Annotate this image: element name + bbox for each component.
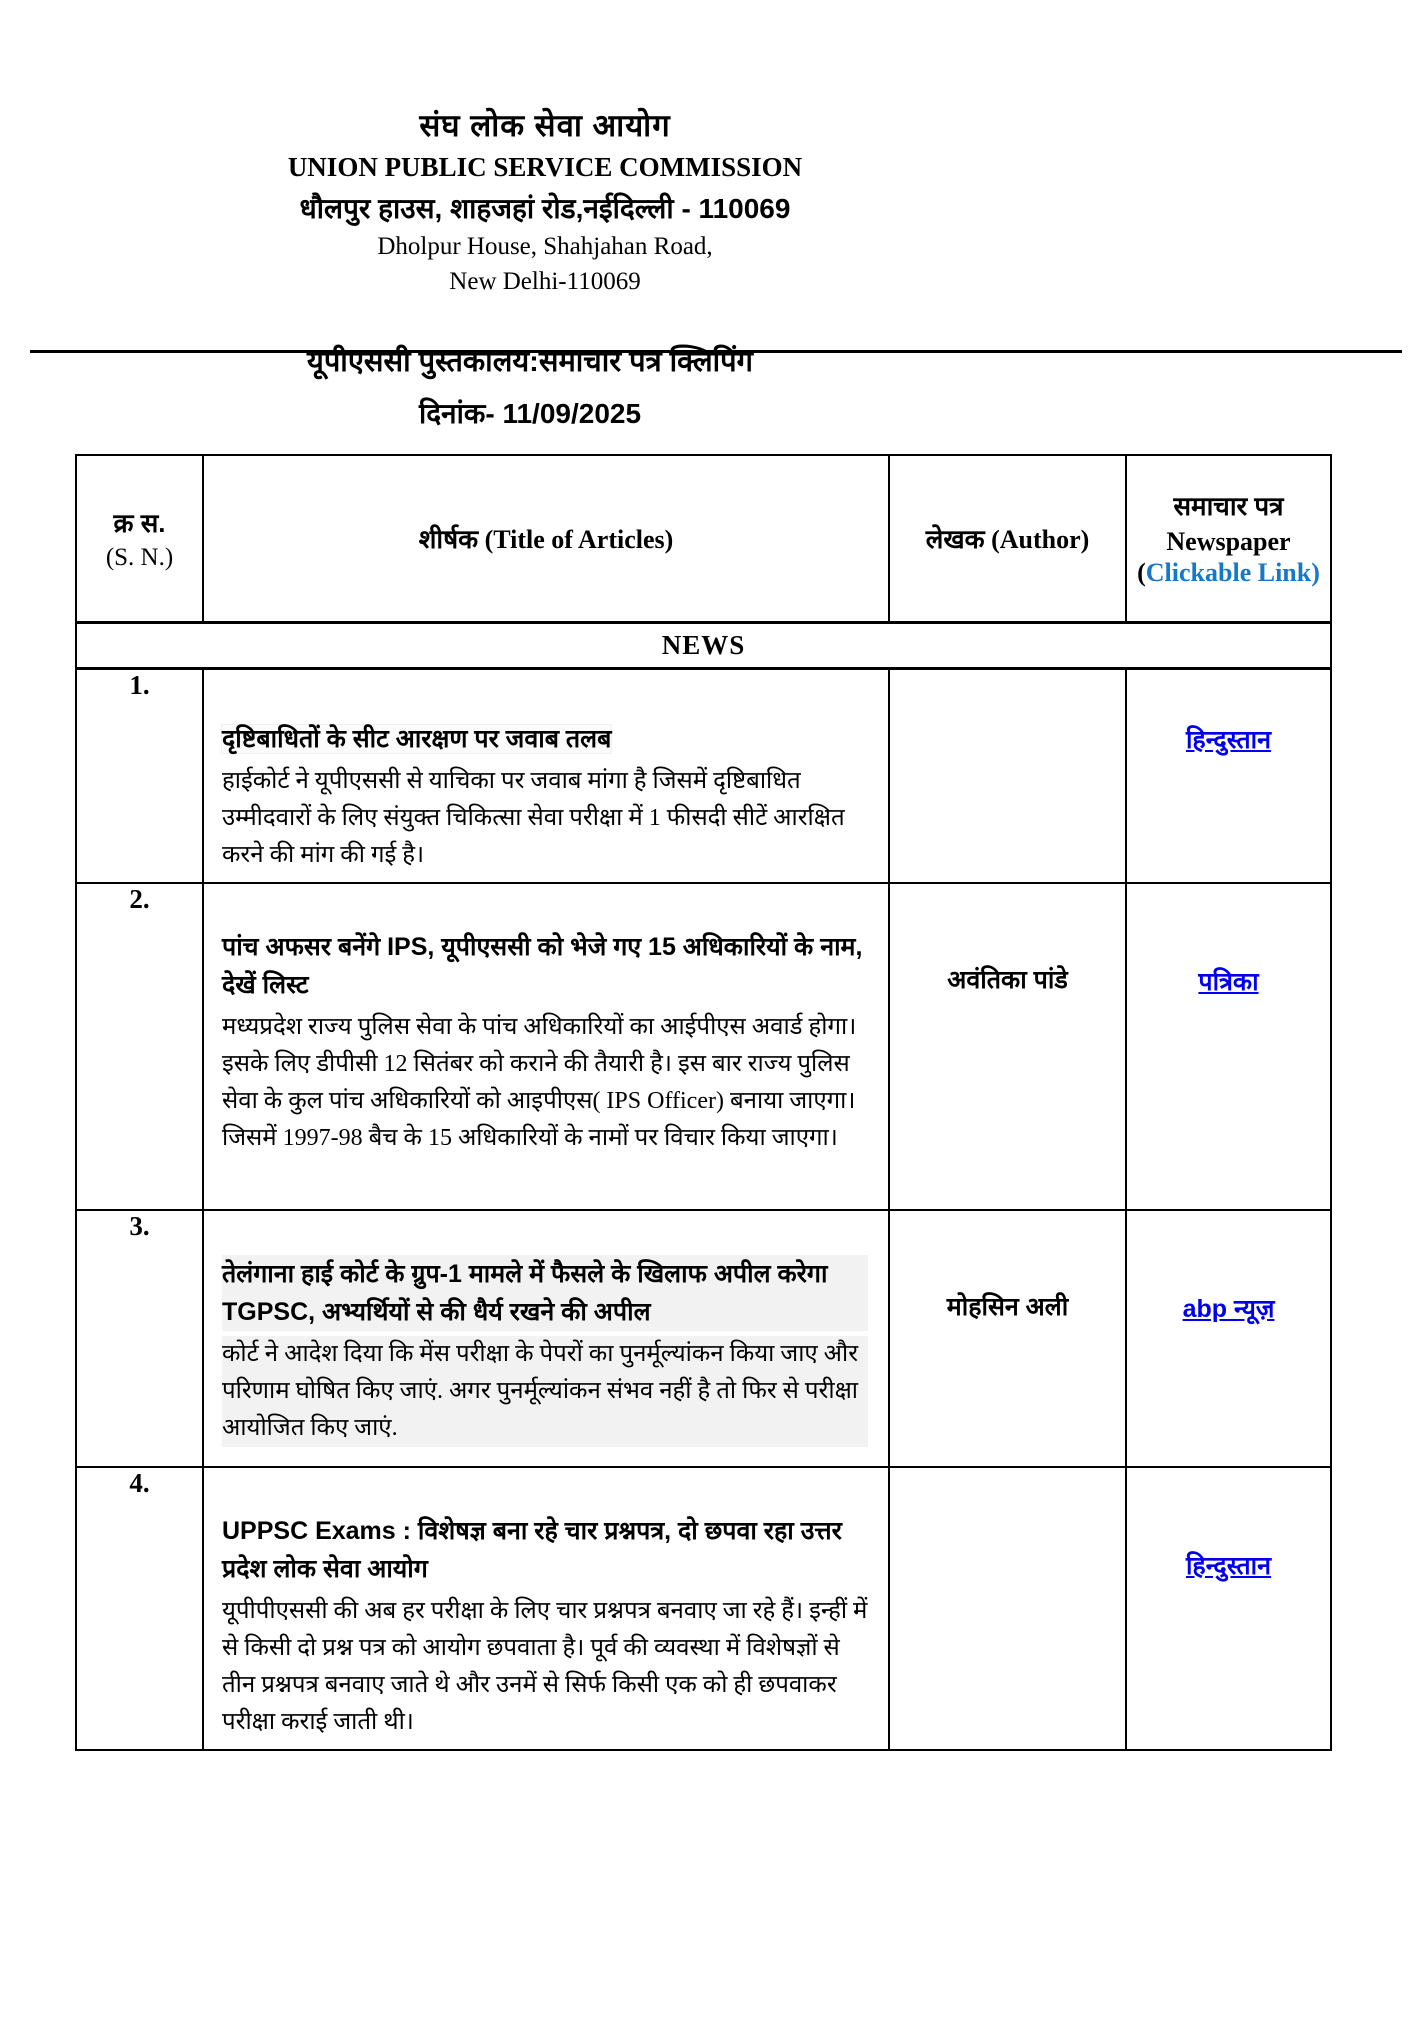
header-newspaper-english: Newspaper <box>1166 527 1291 557</box>
org-name-hindi: संघ लोक सेवा आयोग <box>419 108 671 143</box>
article-cell <box>203 668 889 883</box>
document-subheader <box>0 341 1060 432</box>
article-summary: यूपीपीएससी की अब हर परीक्षा के लिए चार प्रश्नपत्र बनवाए जा रहे हैं। इन्हीं में से किसी दो प्रश्न पत्र को आयोग छपवाता है। पूर्व की व्यवस्था में विशेषज्ञों से तीन प्रश्नपत्र बनवाए जाते थे और उनमें से सिर्फ किसी एक को ही छपवाकर परीक्षा कराई जाती थी। <box>222 1597 868 1735</box>
article-cell <box>203 1467 889 1750</box>
header-serial-number <box>76 455 203 622</box>
newspaper-link[interactable]: हिन्दुस्तान <box>1185 1551 1272 1580</box>
article-cell <box>203 1210 889 1467</box>
address-english-line2: New Delhi-110069 <box>449 268 641 295</box>
article-title: पांच अफसर बनेंगे IPS, यूपीएससी को भेजे गए 15 अधिकारियों के नाम, देखें लिस्ट <box>222 932 863 999</box>
newspaper-link[interactable]: हिन्दुस्तान <box>1185 725 1272 754</box>
header-article-title-hindi: शीर्षक <box>418 524 479 555</box>
header-author <box>889 455 1126 622</box>
table-header-row <box>76 455 1331 622</box>
article-cell <box>203 883 889 1210</box>
newspaper-cell <box>1126 668 1331 883</box>
article-summary: मध्यप्रदेश राज्य पुलिस सेवा के पांच अधिकारियों का आईपीएस अवार्ड होगा। इसके लिए डीपीसी 12 सितंबर को कराने की तैयारी है। इस बार राज्य पुलिस सेवा के कुल पांच अधिकारियों को आइपीएस( IPS Officer) बनाया जाएगा। जिसमें 1997-98 बैच के 15 अधिकारियों के नामों पर विचार किया जाएगा। <box>222 1013 857 1151</box>
article-title: UPPSC Exams : विशेषज्ञ बना रहे चार प्रश्नपत्र, दो छपवा रहा उत्तर प्रदेश लोक सेवा आयोग <box>222 1516 842 1583</box>
document-date: दिनांक- 11/09/2025 <box>418 398 642 429</box>
header-newspaper-note <box>1127 557 1330 589</box>
newspaper-cell <box>1126 1210 1331 1467</box>
header-divider <box>30 350 1402 353</box>
news-clippings-table <box>75 454 1332 1751</box>
row-serial-number: 4. <box>76 1467 203 1750</box>
article-author: अवंतिका पांडे <box>889 883 1126 1210</box>
newspaper-link[interactable]: पत्रिका <box>1198 967 1259 996</box>
newspaper-cell <box>1126 883 1331 1210</box>
article-summary: हाईकोर्ट ने यूपीएससी से याचिका पर जवाब मांगा है जिसमें दृष्टिबाधित उम्मीदवारों के लिए संयुक्त चिकित्सा सेवा परीक्षा में 1 फीसदी सीटें आरक्षित करने की मांग की गई है। <box>222 767 845 868</box>
row-serial-number: 3. <box>76 1210 203 1467</box>
header-author-english: (Author) <box>984 525 1090 555</box>
header-article-title <box>203 455 889 622</box>
header-author-hindi: लेखक <box>925 524 985 555</box>
header-newspaper-note-paren: ( <box>1137 558 1146 588</box>
row-serial-number: 1. <box>76 668 203 883</box>
header-newspaper <box>1126 455 1331 622</box>
article-author <box>889 1467 1126 1750</box>
address-hindi: धौलपुर हाउस, शाहजहां रोड,नईदिल्ली - 110069 <box>299 193 791 224</box>
header-article-title-english: (Title of Articles) <box>478 525 674 555</box>
table-row <box>76 883 1331 1210</box>
news-section-label: NEWS <box>76 622 1331 668</box>
article-title: दृष्टिबाधितों के सीट आरक्षण पर जवाब तलब <box>222 724 612 753</box>
document-title: यूपीएससी पुस्तकालय:समाचार पत्र क्लिपिंग <box>307 346 753 378</box>
article-summary: कोर्ट ने आदेश दिया कि मेंस परीक्षा के पेपरों का पुनर्मूल्यांकन किया जाए और परिणाम घोषित किए जाएं. अगर पुनर्मूल्यांकन संभव नहीं है तो फिर से परीक्षा आयोजित किए जाएं. <box>222 1336 868 1447</box>
org-name-english: UNION PUBLIC SERVICE COMMISSION <box>287 152 803 182</box>
table-row <box>76 1210 1331 1467</box>
article-author <box>889 668 1126 883</box>
header-newspaper-note-text: Clickable Link) <box>1145 558 1320 588</box>
newspaper-cell <box>1126 1467 1331 1750</box>
news-section-row <box>76 622 1331 668</box>
article-author: मोहसिन अली <box>889 1210 1126 1467</box>
header-serial-number-hindi: क्र स. <box>113 508 166 539</box>
header-newspaper-hindi: समाचार पत्र <box>1173 491 1284 522</box>
header-serial-number-english: (S. N.) <box>105 544 174 572</box>
row-serial-number: 2. <box>76 883 203 1210</box>
address-english-line1: Dholpur House, Shahjahan Road, <box>377 233 713 260</box>
table-row <box>76 1467 1331 1750</box>
newspaper-link[interactable]: abp न्यूज़ <box>1182 1294 1275 1323</box>
table-row <box>76 668 1331 883</box>
article-title: तेलंगाना हाई कोर्ट के ग्रुप-1 मामले में फैसले के खिलाफ अपील करेगा TGPSC, अभ्यर्थियों से की धैर्य रखने की अपील <box>222 1255 868 1331</box>
letterhead <box>0 0 1090 297</box>
